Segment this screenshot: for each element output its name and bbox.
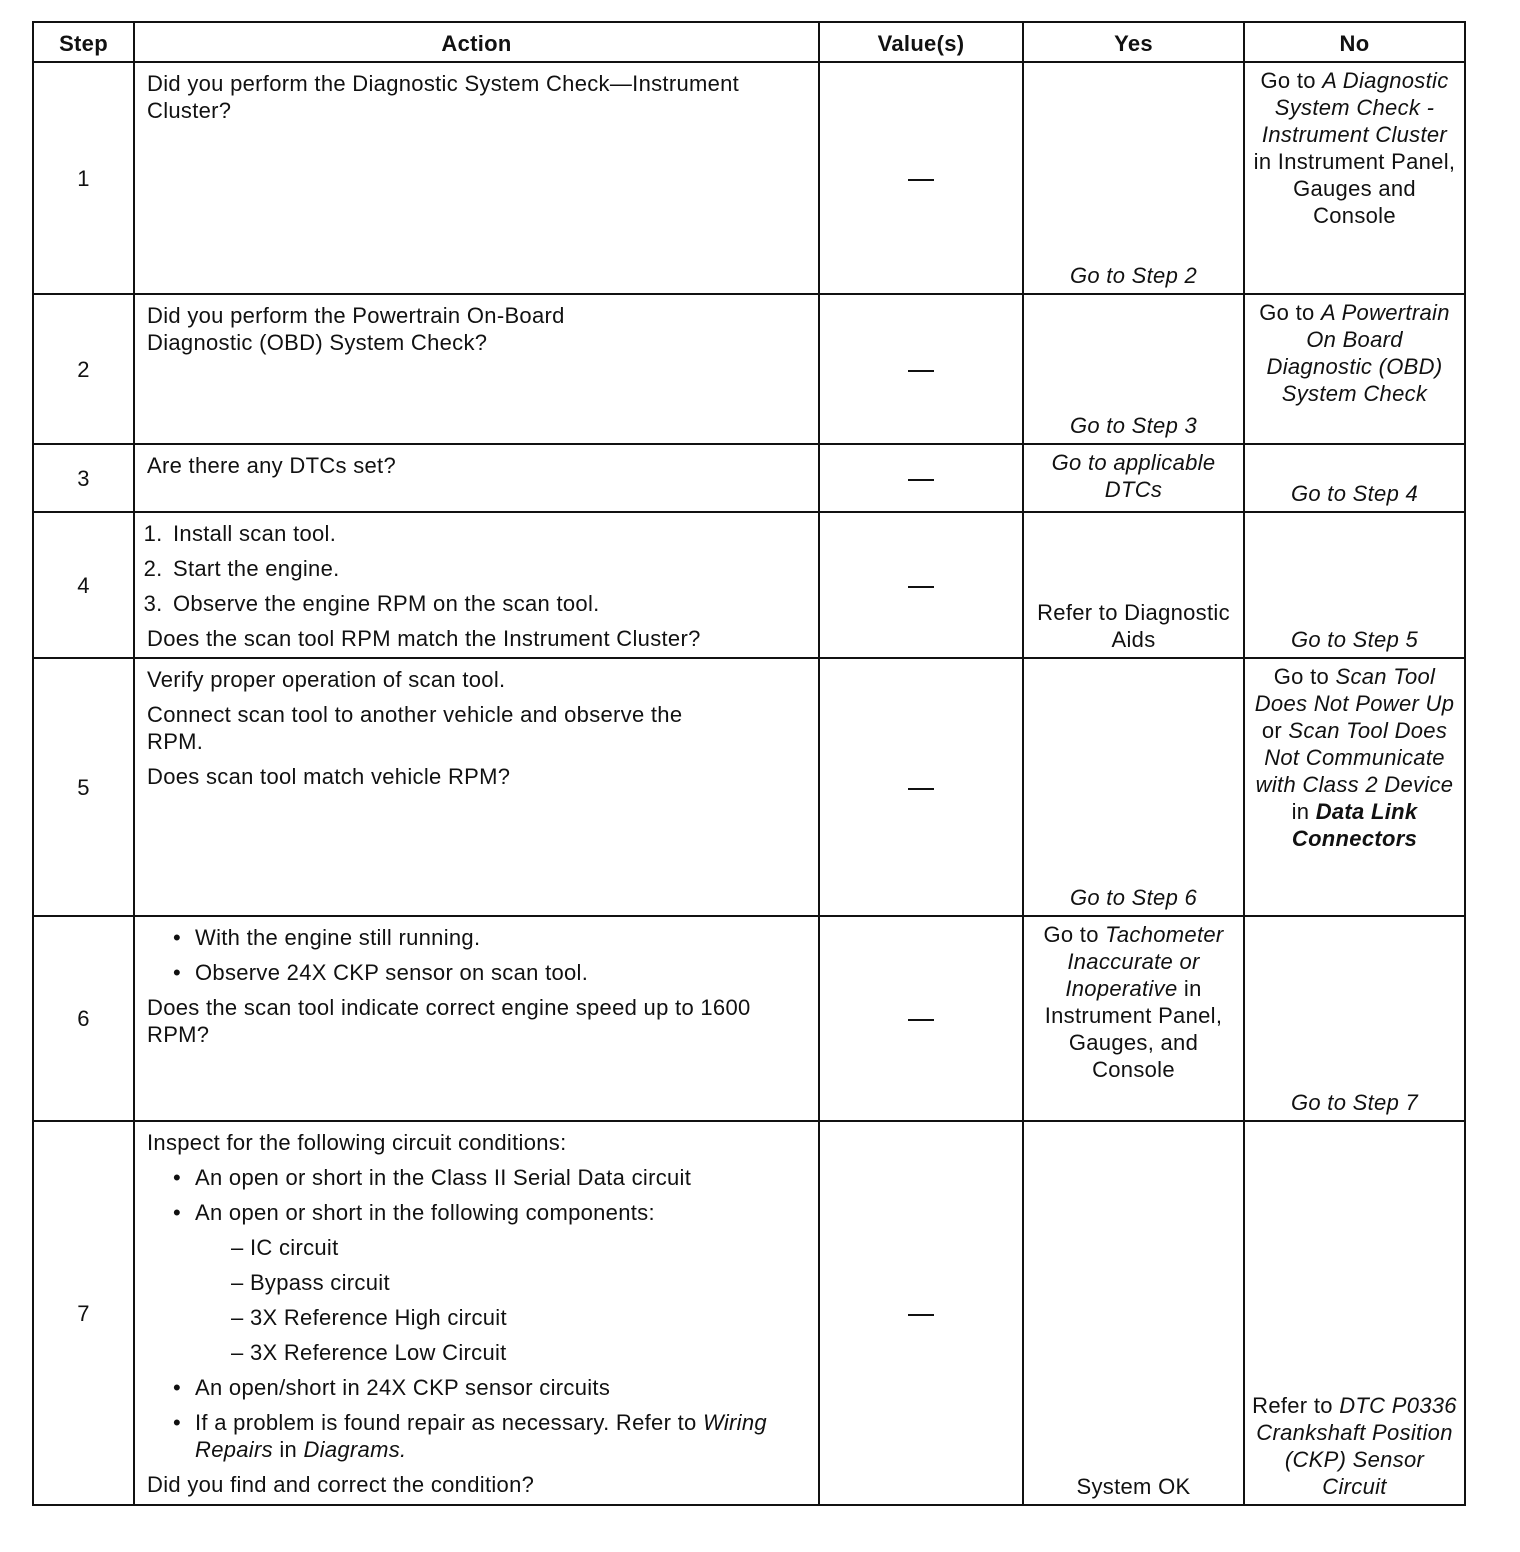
yes-cell[interactable]: Go to Tachometer Inaccurate or Inoperative in Instrument Panel, Gauges, and Console <box>1023 916 1244 1121</box>
action-question: Did you find and correct the condition? <box>147 1472 535 1497</box>
table-row <box>33 1121 1465 1505</box>
no-cell[interactable]: Refer to DTC P0336 Crankshaft Position (CKP) Sensor Circuit <box>1244 1121 1465 1505</box>
header-values: Value(s) <box>819 22 1023 62</box>
yes-link[interactable]: Tachometer Inaccurate or Inoperative <box>1065 922 1224 1001</box>
no-cell[interactable] <box>1244 444 1465 512</box>
value-cell <box>819 1121 1023 1505</box>
value-cell <box>819 62 1023 294</box>
no-link[interactable]: Go to Step 5 <box>1290 627 1419 652</box>
value-dash <box>908 479 934 481</box>
no-link-bold[interactable]: Data Link Connectors <box>1291 799 1418 851</box>
action-question: Does scan tool match vehicle RPM? <box>147 764 511 789</box>
step-number: 5 <box>33 658 134 916</box>
yes-cell[interactable] <box>1023 512 1244 658</box>
list-item: 3. Observe the engine RPM on the scan tool. <box>169 590 808 617</box>
header-action: Action <box>134 22 819 62</box>
action-bullets <box>147 1164 808 1463</box>
sub-list-item: – 3X Reference Low Circuit <box>231 1340 507 1365</box>
no-link[interactable]: Scan Tool Does Not Communicate with Class 2 Device <box>1255 718 1454 797</box>
yes-cell[interactable] <box>1023 444 1244 512</box>
action-cell <box>134 916 819 1121</box>
action-bullets <box>147 924 808 986</box>
no-link[interactable]: DTC P0336 Crankshaft Position (CKP) Sensor Circuit <box>1256 1393 1457 1499</box>
no-link[interactable]: A Powertrain On Board Diagnostic (OBD) System Check <box>1266 300 1450 406</box>
no-cell[interactable]: Go to A Diagnostic System Check - Instrument Cluster in Instrument Panel, Gauges and Console <box>1244 62 1465 294</box>
action-text: Did you perform the Powertrain On-Board Diagnostic (OBD) System Check? <box>147 303 565 355</box>
yes-link[interactable]: Go to applicable DTCs <box>1051 450 1216 502</box>
step-number: 4 <box>33 512 134 658</box>
value-cell <box>819 658 1023 916</box>
no-link[interactable]: Scan Tool Does Not Power Up <box>1254 664 1455 716</box>
sub-list-item: – IC circuit <box>231 1235 339 1260</box>
value-dash <box>908 788 934 790</box>
no-cell[interactable] <box>1244 512 1465 658</box>
action-text: Did you perform the Diagnostic System Check—Instrument Cluster? <box>147 71 740 123</box>
sub-list-item: – Bypass circuit <box>231 1270 390 1295</box>
yes-link[interactable]: Go to Step 2 <box>1069 263 1198 288</box>
action-question: Does the scan tool RPM match the Instrument Cluster? <box>147 626 701 651</box>
diagnostic-table <box>32 21 1466 1506</box>
value-dash <box>908 179 934 181</box>
no-link[interactable]: Go to Step 7 <box>1290 1090 1419 1115</box>
yes-link[interactable]: Refer to Diagnostic Aids <box>1037 600 1230 652</box>
yes-link[interactable]: Go to Step 3 <box>1069 413 1198 438</box>
step-number: 2 <box>33 294 134 444</box>
list-item: 1. Install scan tool. <box>169 520 808 547</box>
yes-link[interactable]: Go to Step 6 <box>1069 885 1198 910</box>
value-dash <box>908 1019 934 1021</box>
step-number: 3 <box>33 444 134 512</box>
step-number: 1 <box>33 62 134 294</box>
action-cell <box>134 512 819 658</box>
table-row <box>33 62 1465 294</box>
header-row <box>33 22 1465 62</box>
wiring-repairs-link[interactable]: Wiring Repairs <box>195 1410 767 1462</box>
value-cell <box>819 916 1023 1121</box>
header-no: No <box>1244 22 1465 62</box>
list-item: 2. Start the engine. <box>169 555 808 582</box>
value-cell <box>819 294 1023 444</box>
yes-cell[interactable] <box>1023 294 1244 444</box>
no-cell[interactable] <box>1244 916 1465 1121</box>
action-cell <box>134 444 819 512</box>
value-cell <box>819 512 1023 658</box>
value-dash <box>908 1314 934 1316</box>
list-item: • With the engine still running. <box>169 924 808 951</box>
list-item: • An open or short in the following components: – IC circuit – Bypass circuit – 3X Reference High circuit – 3X Reference Low Circuit <box>169 1199 808 1366</box>
table-row <box>33 512 1465 658</box>
action-text: Verify proper operation of scan tool. <box>147 667 506 692</box>
value-cell <box>819 444 1023 512</box>
sub-list <box>195 1234 808 1366</box>
yes-link[interactable]: System OK <box>1076 1474 1191 1499</box>
action-steps <box>147 520 808 617</box>
step-number: 7 <box>33 1121 134 1505</box>
table-row <box>33 658 1465 916</box>
header-step: Step <box>33 22 134 62</box>
table-row <box>33 294 1465 444</box>
action-text: Connect scan tool to another vehicle and observe the RPM. <box>147 702 683 754</box>
header-yes: Yes <box>1023 22 1244 62</box>
action-text: Inspect for the following circuit conditions: <box>147 1130 567 1155</box>
action-cell <box>134 658 819 916</box>
table-row <box>33 444 1465 512</box>
list-item: • An open or short in the Class II Serial Data circuit <box>169 1164 808 1191</box>
sub-list-item: – 3X Reference High circuit <box>231 1305 507 1330</box>
action-question: Does the scan tool indicate correct engine speed up to 1600 RPM? <box>147 995 751 1047</box>
yes-cell[interactable] <box>1023 1121 1244 1505</box>
yes-cell[interactable] <box>1023 62 1244 294</box>
value-dash <box>908 586 934 588</box>
yes-cell[interactable] <box>1023 658 1244 916</box>
action-cell <box>134 1121 819 1505</box>
value-dash <box>908 370 934 372</box>
table-row <box>33 916 1465 1121</box>
list-item: • Observe 24X CKP sensor on scan tool. <box>169 959 808 986</box>
action-cell <box>134 294 819 444</box>
action-text: Are there any DTCs set? <box>147 453 396 478</box>
no-cell[interactable]: Go to A Powertrain On Board Diagnostic (OBD) System Check <box>1244 294 1465 444</box>
list-item: • An open/short in 24X CKP sensor circuits <box>169 1374 808 1401</box>
action-cell <box>134 62 819 294</box>
diagrams-link[interactable]: Diagrams. <box>303 1437 407 1462</box>
no-link[interactable]: Go to Step 4 <box>1290 481 1419 506</box>
step-number: 6 <box>33 916 134 1121</box>
no-link[interactable]: A Diagnostic System Check - Instrument Cluster <box>1261 68 1449 147</box>
no-cell[interactable]: Go to Scan Tool Does Not Power Up or Scan Tool Does Not Communicate with Class 2 Device in Data Link Connectors <box>1244 658 1465 916</box>
list-item: • If a problem is found repair as necessary. Refer to Wiring Repairs in Diagrams. <box>169 1409 808 1463</box>
